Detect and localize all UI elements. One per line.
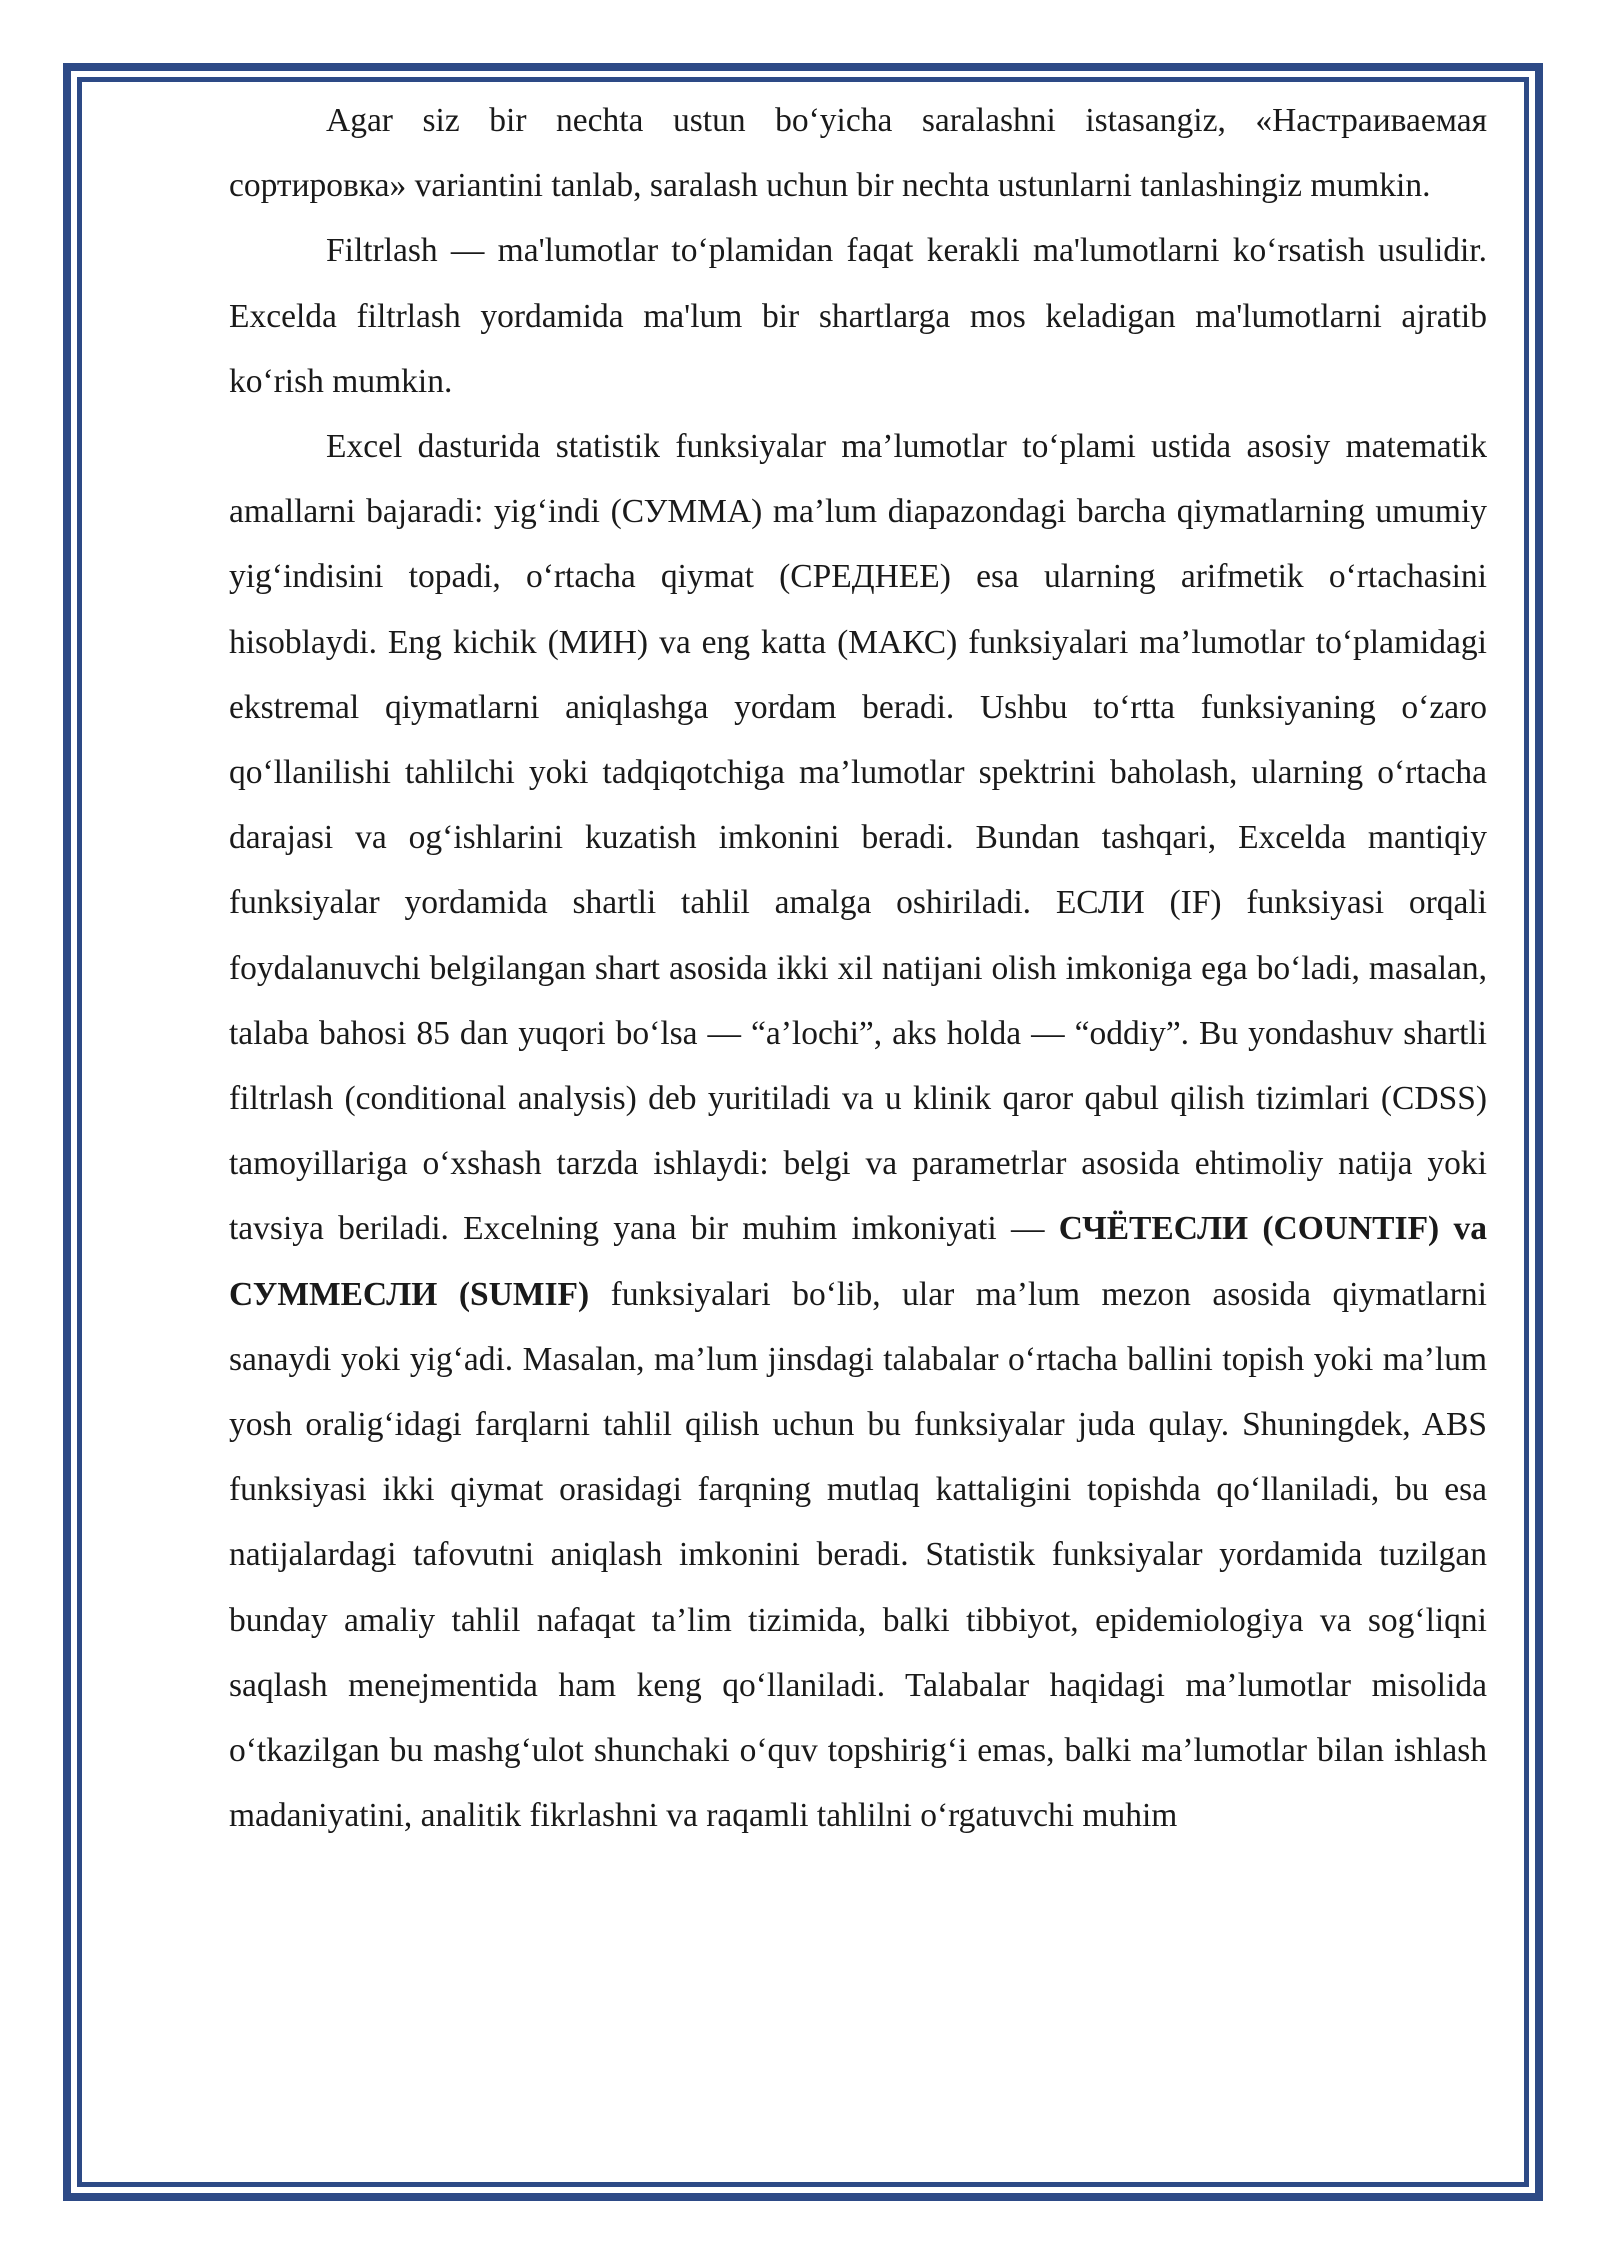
paragraph-text: funksiyalari bo‘lib, ular ma’lum mezon asosida qiymatlarni sanaydi yoki yig‘adi. Masalan, ma’lum jinsdagi talabalar o‘rtacha ballini topish yoki ma’lum yosh oralig‘idagi farqlarni tahlil qilish uchun bu funksiyalar juda qulay. Shuningdek, ABS funksiyasi ikki qiymat orasidagi farqning mutlaq kattaligini topishda qo‘llaniladi, bu esa natijalardagi tafovutni aniqlash imkonini beradi. Statistik funksiyalar yordamida tuzilgan bunday amaliy tahlil nafaqat ta’lim tizimida, balki tibbiyot, epidemiologiya va sog‘liqni saqlash menejmentida ham keng qo‘llaniladi. Talabalar haqidagi ma’lumotlar misolida o‘tkazilgan bu mashg‘ulot shunchaki o‘quv topshirig‘i emas, balki ma’lumotlar bilan ishlash madaniyatini, analitik fikrlashni va raqamli tahlilni o‘rgatuvchi muhim xyxy=(229,1275,1487,1835)
document-body xyxy=(229,88,1487,1848)
bold-function-names: СЧЁТЕСЛИ (COUNTIF) va СУММЕСЛИ (SUMIF) xyxy=(229,1210,1487,1313)
paragraph-sorting xyxy=(229,88,1487,218)
paragraph-text: Excel dasturida statistik funksiyalar ma’lumotlar to‘plami ustida asosiy matematik amallarni bajaradi: yig‘indi (СУММА) ma’lum diapazondagi barcha qiymatlarning umumiy yig‘indisini topadi, o‘rtacha qiymat (СРЕДНЕЕ) esa ularning arifmetik o‘rtachasini hisoblaydi. Eng kichik (МИН) va eng katta (МАКС) funksiyalari ma’lumotlar to‘plamidagi ekstremal qiymatlarni aniqlashga yordam beradi. Ushbu to‘rtta funksiyaning o‘zaro qo‘llanilishi tahlilchi yoki tadqiqotchiga ma’lumotlar spektrini baholash, ularning o‘rtacha darajasi va og‘ishlarini kuzatish imkonini beradi. Bundan tashqari, Excelda mantiqiy funksiyalar yordamida shartli tahlil amalga oshiriladi. ЕСЛИ (IF) funksiyasi orqali foydalanuvchi belgilangan shart asosida ikki xil natijani olish imkoniga ega bo‘ladi, masalan, talaba bahosi 85 dan yuqori bo‘lsa — “a’lochi”, aks holda — “oddiy”. Bu yondashuv shartli filtrlash (conditional analysis) deb yuritiladi va u klinik qaror qabul qilish tizimlari (CDSS) tamoyillariga o‘xshash tarzda ishlaydi: belgi va parametrlar asosida ehtimoliy natija yoki tavsiya beriladi. Excelning yana bir muhim imkoniyati — xyxy=(229,428,1487,1248)
paragraph-text: Filtrlash — ma'lumotlar to‘plamidan faqat kerakli ma'lumotlarni ko‘rsatish usulidir. Excelda filtrlash yordamida ma'lum bir shartlarga mos keladigan ma'lumotlarni ajratib ko‘rish mumkin. xyxy=(229,232,1487,400)
paragraph-statistical-functions xyxy=(229,414,1487,1848)
paragraph-text: Agar siz bir nechta ustun bo‘yicha saralashni istasangiz, «Настраиваемая сортировка» variantini tanlab, saralash uchun bir nechta ustunlarni tanlashingiz mumkin. xyxy=(229,102,1487,205)
paragraph-filtering xyxy=(229,218,1487,414)
